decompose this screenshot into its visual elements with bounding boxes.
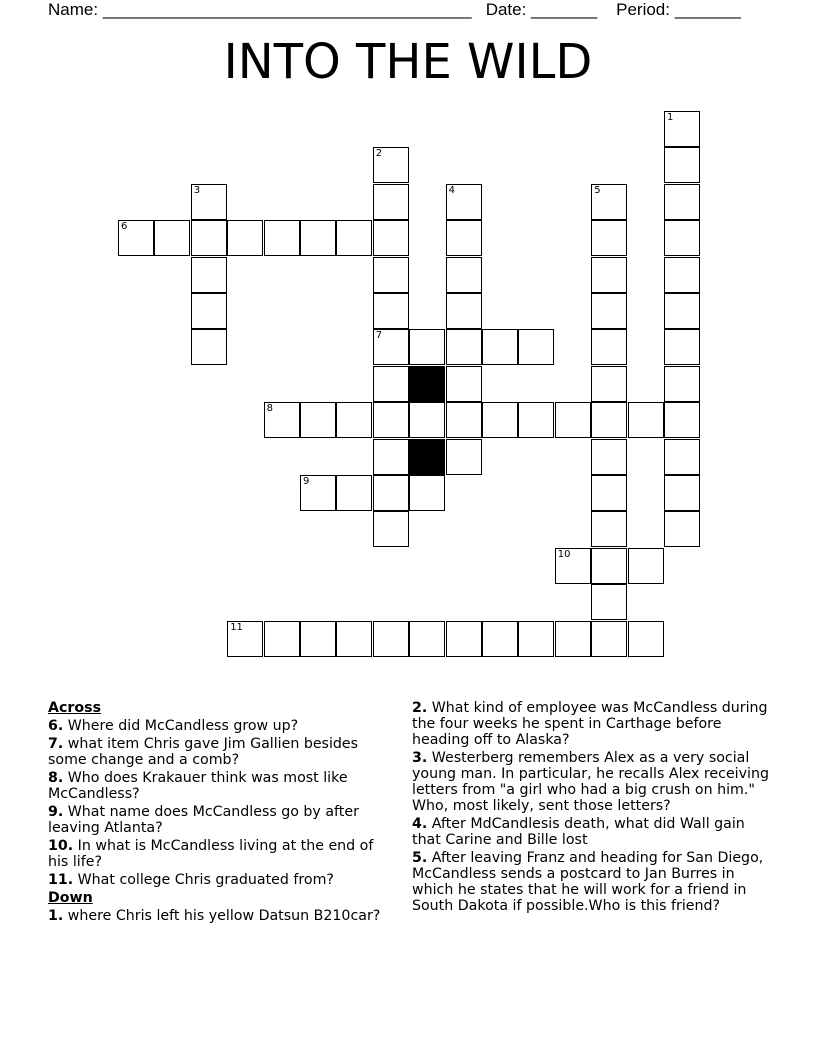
grid-cell[interactable] (373, 402, 409, 438)
grid-cell[interactable] (591, 584, 627, 620)
grid-cell[interactable] (373, 293, 409, 329)
grid-cell[interactable] (264, 621, 300, 657)
grid-cell[interactable] (591, 548, 627, 584)
grid-cell[interactable] (373, 366, 409, 402)
cell-number: 6 (121, 221, 128, 233)
grid-cell[interactable] (628, 621, 664, 657)
grid-cell[interactable] (591, 329, 627, 365)
grid-cell[interactable] (482, 402, 518, 438)
grid-cell[interactable] (336, 220, 372, 256)
down-heading: Down (48, 890, 93, 906)
cell-number: 11 (230, 621, 243, 633)
cell-number: 4 (448, 184, 455, 196)
grid-cell[interactable] (373, 329, 409, 365)
grid-cell[interactable] (591, 439, 627, 475)
grid-cell[interactable] (591, 220, 627, 256)
grid-cell[interactable] (300, 475, 336, 511)
grid-cell[interactable] (300, 621, 336, 657)
grid-cell[interactable] (628, 402, 664, 438)
grid-cell[interactable] (482, 621, 518, 657)
header-fields: Name: _______________________________________ Date: _______ Period: _______ (48, 0, 741, 19)
grid-cell[interactable] (518, 329, 554, 365)
grid-cell[interactable] (409, 621, 445, 657)
grid-cell[interactable] (336, 621, 372, 657)
grid-cell[interactable] (446, 220, 482, 256)
grid-cell[interactable] (446, 621, 482, 657)
grid-cell[interactable] (664, 111, 700, 147)
clue-across-6: 6. Where did McCandless grow up? (48, 718, 299, 734)
grid-cell[interactable] (555, 621, 591, 657)
grid-cell[interactable] (664, 402, 700, 438)
grid-cell[interactable] (591, 402, 627, 438)
grid-cell[interactable] (591, 621, 627, 657)
grid-cell[interactable] (191, 293, 227, 329)
grid-cell[interactable] (409, 402, 445, 438)
clue-down-3: 3. Westerberg remembers Alex as a very social young man. In particular, he recalls Alex receiving letters from "a girl who had a big crush on him." Who, most likely, sent those letters? (412, 750, 769, 814)
clue-down-1: 1. where Chris left his yellow Datsun B210car? (48, 908, 381, 924)
grid-cell[interactable] (518, 402, 554, 438)
grid-cell[interactable] (446, 439, 482, 475)
black-cell (409, 439, 445, 475)
grid-cell[interactable] (664, 511, 700, 547)
grid-cell[interactable] (373, 257, 409, 293)
grid-cell[interactable] (591, 475, 627, 511)
grid-cell[interactable] (409, 475, 445, 511)
grid-cell[interactable] (300, 220, 336, 256)
clue-across-10: 10. In what is McCandless living at the end of his life? (48, 838, 374, 870)
grid-cell[interactable] (446, 184, 482, 220)
grid-cell[interactable] (336, 402, 372, 438)
grid-cell[interactable] (373, 147, 409, 183)
clues-right-column (412, 700, 772, 916)
grid-cell[interactable] (373, 184, 409, 220)
cell-number: 2 (375, 148, 383, 160)
grid-cell[interactable] (591, 511, 627, 547)
grid-cell[interactable] (591, 184, 627, 220)
grid-cell[interactable] (264, 220, 300, 256)
grid-cell[interactable] (664, 439, 700, 475)
grid-cell[interactable] (191, 220, 227, 256)
clue-across-11: 11. What college Chris graduated from? (48, 872, 334, 888)
grid-cell[interactable] (373, 475, 409, 511)
grid-cell[interactable] (664, 366, 700, 402)
grid-cell[interactable] (118, 220, 154, 256)
grid-cell[interactable] (191, 184, 227, 220)
cell-number: 5 (594, 184, 601, 196)
grid-cell[interactable] (482, 329, 518, 365)
grid-cell[interactable] (373, 511, 409, 547)
grid-cell[interactable] (373, 439, 409, 475)
cell-number: 9 (303, 476, 310, 487)
grid-cell[interactable] (446, 329, 482, 365)
grid-cell[interactable] (227, 621, 263, 657)
black-cell (409, 366, 445, 402)
grid-cell[interactable] (446, 366, 482, 402)
grid-cell[interactable] (300, 402, 336, 438)
grid-cell[interactable] (664, 220, 700, 256)
grid-cell[interactable] (446, 257, 482, 293)
grid-cell[interactable] (446, 402, 482, 438)
grid-cell[interactable] (409, 329, 445, 365)
grid-cell[interactable] (664, 475, 700, 511)
grid-cell[interactable] (191, 257, 227, 293)
clue-across-9: 9. What name does McCandless go by after leaving Atlanta? (48, 804, 359, 836)
grid-cell[interactable] (446, 293, 482, 329)
grid-cell[interactable] (628, 548, 664, 584)
grid-cell[interactable] (664, 184, 700, 220)
grid-cell[interactable] (664, 257, 700, 293)
clue-down-5: 5. After leaving Franz and heading for San Diego, McCandless sends a postcard to Jan Burres in which he states that he will work for a friend in South Dakota if possible.Who is this friend? (412, 850, 764, 914)
clue-down-2: 2. What kind of employee was McCandless during the four weeks he spent in Carthage before heading off to Alaska? (412, 700, 768, 748)
grid-cell[interactable] (591, 257, 627, 293)
grid-cell[interactable] (591, 293, 627, 329)
grid-cell[interactable] (373, 220, 409, 256)
clues-left-column (48, 700, 388, 926)
grid-cell[interactable] (555, 402, 591, 438)
cell-number: 1 (667, 112, 674, 123)
cell-number: 7 (375, 330, 383, 342)
cell-number: 3 (193, 184, 201, 196)
grid-cell[interactable] (373, 621, 409, 657)
grid-cell[interactable] (154, 220, 190, 256)
cell-number: 8 (266, 403, 273, 415)
grid-cell[interactable] (227, 220, 263, 256)
clue-down-4: 4. After MdCandlesis death, what did Wall gain that Carine and Bille lost (412, 816, 745, 848)
grid-cell[interactable] (555, 548, 591, 584)
clue-across-7: 7. what item Chris gave Jim Gallien besides some change and a comb? (48, 736, 359, 768)
grid-cell[interactable] (518, 621, 554, 657)
grid-cell[interactable] (664, 293, 700, 329)
grid-cell[interactable] (664, 147, 700, 183)
page-title: INTO THE WILD (223, 34, 593, 90)
cell-number: 10 (557, 548, 571, 560)
grid-cell[interactable] (336, 475, 372, 511)
grid-cell[interactable] (264, 402, 300, 438)
grid-cell[interactable] (191, 329, 227, 365)
grid-cell[interactable] (664, 329, 700, 365)
across-heading: Across (48, 700, 102, 716)
clue-across-8: 8. Who does Krakauer think was most like McCandless? (48, 770, 348, 802)
grid-cell[interactable] (591, 366, 627, 402)
